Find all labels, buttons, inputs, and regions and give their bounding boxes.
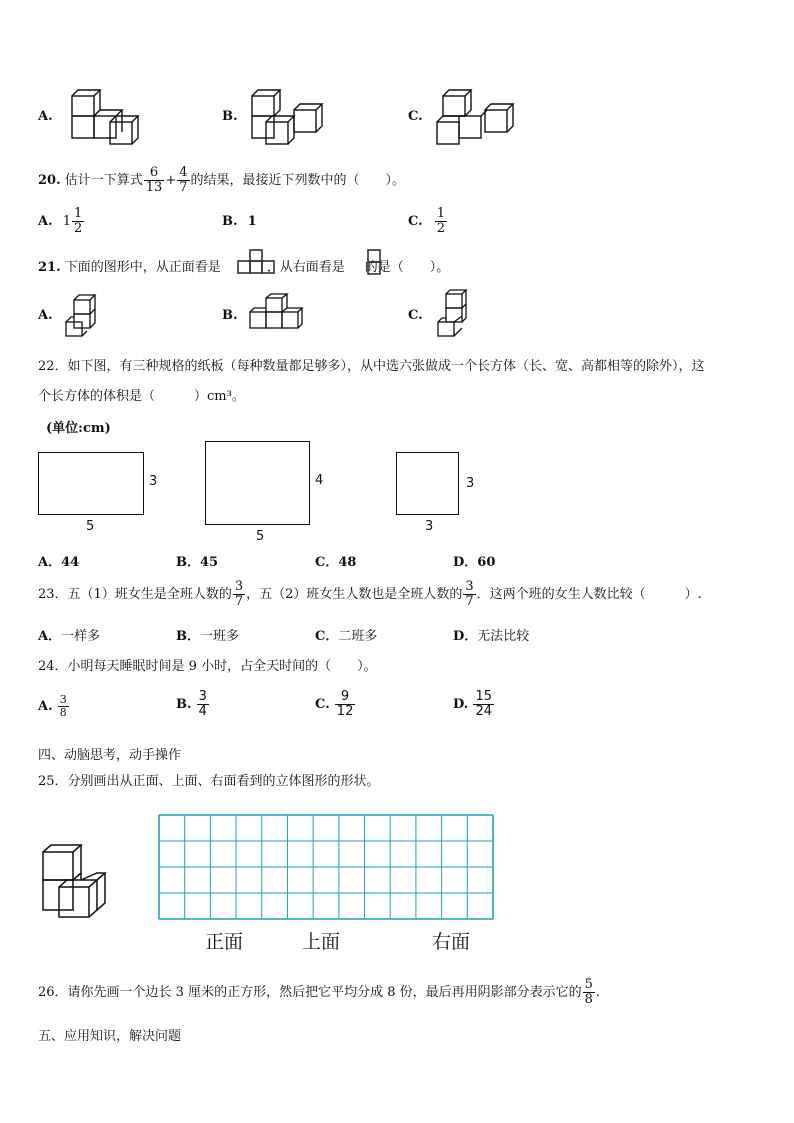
q20-frac2-num: 4	[179, 165, 188, 180]
q24-option-d-den: 24	[475, 704, 493, 719]
q20-option-c-fraction	[435, 207, 447, 236]
q19-option-c-figure	[435, 88, 525, 148]
q22-rect-1-height: 3	[149, 474, 158, 489]
q20-frac1-den: 13	[145, 180, 163, 195]
q24-option-d-fraction	[473, 690, 494, 719]
q23-text-2: ，五（2）班女生人数也是全班人数的	[246, 587, 463, 602]
q23-text-3: ．这两个班的女生人数比较（ ）.	[476, 587, 702, 602]
q23-option-b-label: B．	[176, 629, 200, 644]
q26-frac-num: 5	[584, 977, 593, 992]
q22-rect-2	[205, 441, 310, 525]
q20-fraction-2	[177, 166, 189, 195]
q24-option-b-label: B.	[176, 697, 192, 712]
q23-option-a-label: A．	[38, 629, 62, 644]
q21-text-2: ，从右面看是	[266, 260, 345, 275]
q24-option-c-label: C.	[315, 697, 330, 712]
q20-question	[38, 166, 405, 195]
q22-option-b-label: B．	[176, 555, 200, 570]
q26-end: .	[595, 985, 601, 1000]
q24-option-a[interactable]	[38, 694, 70, 719]
q19-option-b-label: B.	[222, 109, 238, 124]
q22-option-a-label: A．	[38, 555, 62, 570]
q23-fraction-2	[463, 580, 475, 609]
q25-question: 25．分别画出从正面、上面、右面看到的立体图形的形状。	[38, 774, 380, 789]
q22-rect-3-width: 3	[425, 519, 434, 534]
q25-label-front: 正面	[205, 931, 244, 953]
q20-option-a[interactable]	[38, 207, 85, 236]
q22-option-c-label: C．	[315, 555, 339, 570]
q20-option-b-text: 1	[247, 214, 257, 229]
q22-option-c[interactable]	[315, 551, 356, 570]
q21-number: 21.	[38, 260, 61, 275]
q20-option-c-label: C.	[408, 214, 423, 229]
q24-option-b[interactable]	[176, 690, 210, 719]
q22-option-d-text: 60	[477, 555, 496, 570]
section-4-heading: 四、动脑思考，动手操作	[38, 748, 182, 763]
q25-label-right: 右面	[432, 931, 471, 953]
q24-option-a-fraction	[58, 694, 69, 719]
q21-option-a-label: A.	[38, 308, 53, 323]
q26-frac-den: 8	[584, 992, 593, 1007]
q20-option-b-label: B.	[222, 214, 238, 229]
q20-option-b[interactable]	[222, 214, 257, 229]
section-5-heading: 五、应用知识，解决问题	[38, 1029, 182, 1044]
q22-option-d-label: D．	[453, 555, 478, 570]
q20-suffix: 的结果，最接近下列数中的（ ）。	[190, 173, 406, 188]
q22-rect-3-height: 3	[466, 476, 475, 491]
q25-label-top: 上面	[302, 931, 341, 953]
q24-option-b-num: 3	[198, 689, 207, 704]
q23-f2-den: 7	[465, 594, 474, 609]
q23-option-a-text: 一样多	[61, 629, 101, 644]
q26-text: 26．请你先画一个边长 3 厘米的正方形，然后把它平均分成 8 份，最后再用阴影部分表示它的	[38, 985, 582, 1000]
q23-option-b[interactable]	[176, 625, 239, 644]
q21-option-c-figure	[432, 288, 472, 342]
q20-frac1-num: 6	[149, 165, 159, 180]
q24-option-d[interactable]	[453, 690, 495, 719]
q24-option-c[interactable]	[315, 690, 356, 719]
q20-prefix: 估计一下算式	[64, 173, 143, 188]
q19-option-a-label: A.	[38, 109, 53, 124]
q20-number: 20.	[38, 173, 61, 188]
q24-option-b-fraction	[197, 690, 209, 719]
q19-option-c-label: C.	[408, 109, 423, 124]
q20-option-a-whole: 1	[62, 214, 72, 229]
q20-option-a-label: A.	[38, 214, 53, 229]
q24-option-a-num: 3	[59, 693, 67, 706]
q20-option-c[interactable]	[408, 207, 448, 236]
q20-frac2-den: 7	[179, 180, 188, 195]
q26-fraction	[583, 978, 595, 1007]
q23-option-c[interactable]	[315, 625, 377, 644]
q23-option-a[interactable]	[38, 625, 100, 644]
q22-line-1: 22．如下图，有三种规格的纸板（每种数量都足够多），从中选六张做成一个长方体（长、宽、高都相等的除外），这	[38, 359, 705, 374]
q20-option-a-fraction	[72, 207, 84, 236]
q23-option-d-label: D．	[453, 629, 478, 644]
q23-option-d[interactable]	[453, 625, 529, 644]
q20-option-a-num: 1	[74, 206, 83, 221]
q21-option-a-figure	[62, 292, 102, 342]
q24-option-a-den: 8	[59, 706, 67, 719]
q23-question	[38, 580, 702, 609]
q21-option-b-figure	[246, 292, 306, 336]
q22-rect-1-width: 5	[86, 519, 95, 534]
q22-option-d[interactable]	[453, 551, 495, 570]
q22-line-2: 个长方体的体积是（ ）cm³。	[38, 389, 245, 404]
q22-rect-2-width: 5	[256, 529, 265, 544]
q21-text-3: 的是（ ）。	[364, 260, 450, 275]
q23-text-1: 23．五（1）班女生是全班人数的	[38, 587, 232, 602]
q23-option-c-label: C．	[315, 629, 339, 644]
q23-option-b-text: 一班多	[200, 629, 240, 644]
q20-option-a-den: 2	[74, 221, 83, 236]
q21-front-view-icon	[236, 248, 280, 276]
q24-option-a-label: A.	[38, 699, 53, 714]
q22-rect-3	[396, 452, 459, 515]
q20-option-c-den: 2	[436, 221, 446, 236]
q25-drawing-grid[interactable]	[158, 814, 494, 920]
q23-f1-num: 3	[234, 579, 244, 594]
q19-option-a-figure	[70, 88, 150, 148]
q24-option-c-fraction	[335, 690, 356, 719]
q22-option-c-text: 48	[338, 555, 357, 570]
q23-option-d-text: 无法比较	[477, 629, 530, 644]
q23-option-c-text: 二班多	[338, 629, 378, 644]
q22-option-b[interactable]	[176, 551, 218, 570]
q23-f2-num: 3	[465, 579, 474, 594]
q21-text-1: 下面的图形中，从正面看是	[64, 260, 221, 275]
q19-option-b-figure	[250, 88, 330, 148]
q24-question: 24．小明每天睡眠时间是 9 小时，占全天时间的（ ）。	[38, 659, 377, 674]
q22-option-a[interactable]	[38, 551, 79, 570]
q22-rect-1	[38, 452, 144, 515]
q22-option-a-text: 44	[61, 555, 80, 570]
q20-plus: +	[165, 173, 177, 188]
q21-option-c-label: C.	[408, 308, 423, 323]
q20-option-c-num: 1	[436, 206, 446, 221]
q21-option-b-label: B.	[222, 308, 238, 323]
q20-fraction-1	[144, 166, 165, 195]
q26-question	[38, 978, 600, 1007]
q23-f1-den: 7	[234, 594, 244, 609]
q24-option-d-num: 15	[475, 689, 493, 704]
q22-unit: (单位:cm)	[46, 421, 111, 436]
q22-option-b-text: 45	[200, 555, 219, 570]
q24-option-c-num: 9	[340, 689, 350, 704]
q22-rect-2-height: 4	[315, 473, 324, 488]
q24-option-d-label: D.	[453, 697, 469, 712]
q21-right-view-icon	[366, 248, 384, 278]
q24-option-b-den: 4	[198, 704, 207, 719]
q24-option-c-den: 12	[336, 704, 354, 719]
q23-fraction-1	[233, 580, 245, 609]
q25-solid-figure	[40, 842, 120, 922]
